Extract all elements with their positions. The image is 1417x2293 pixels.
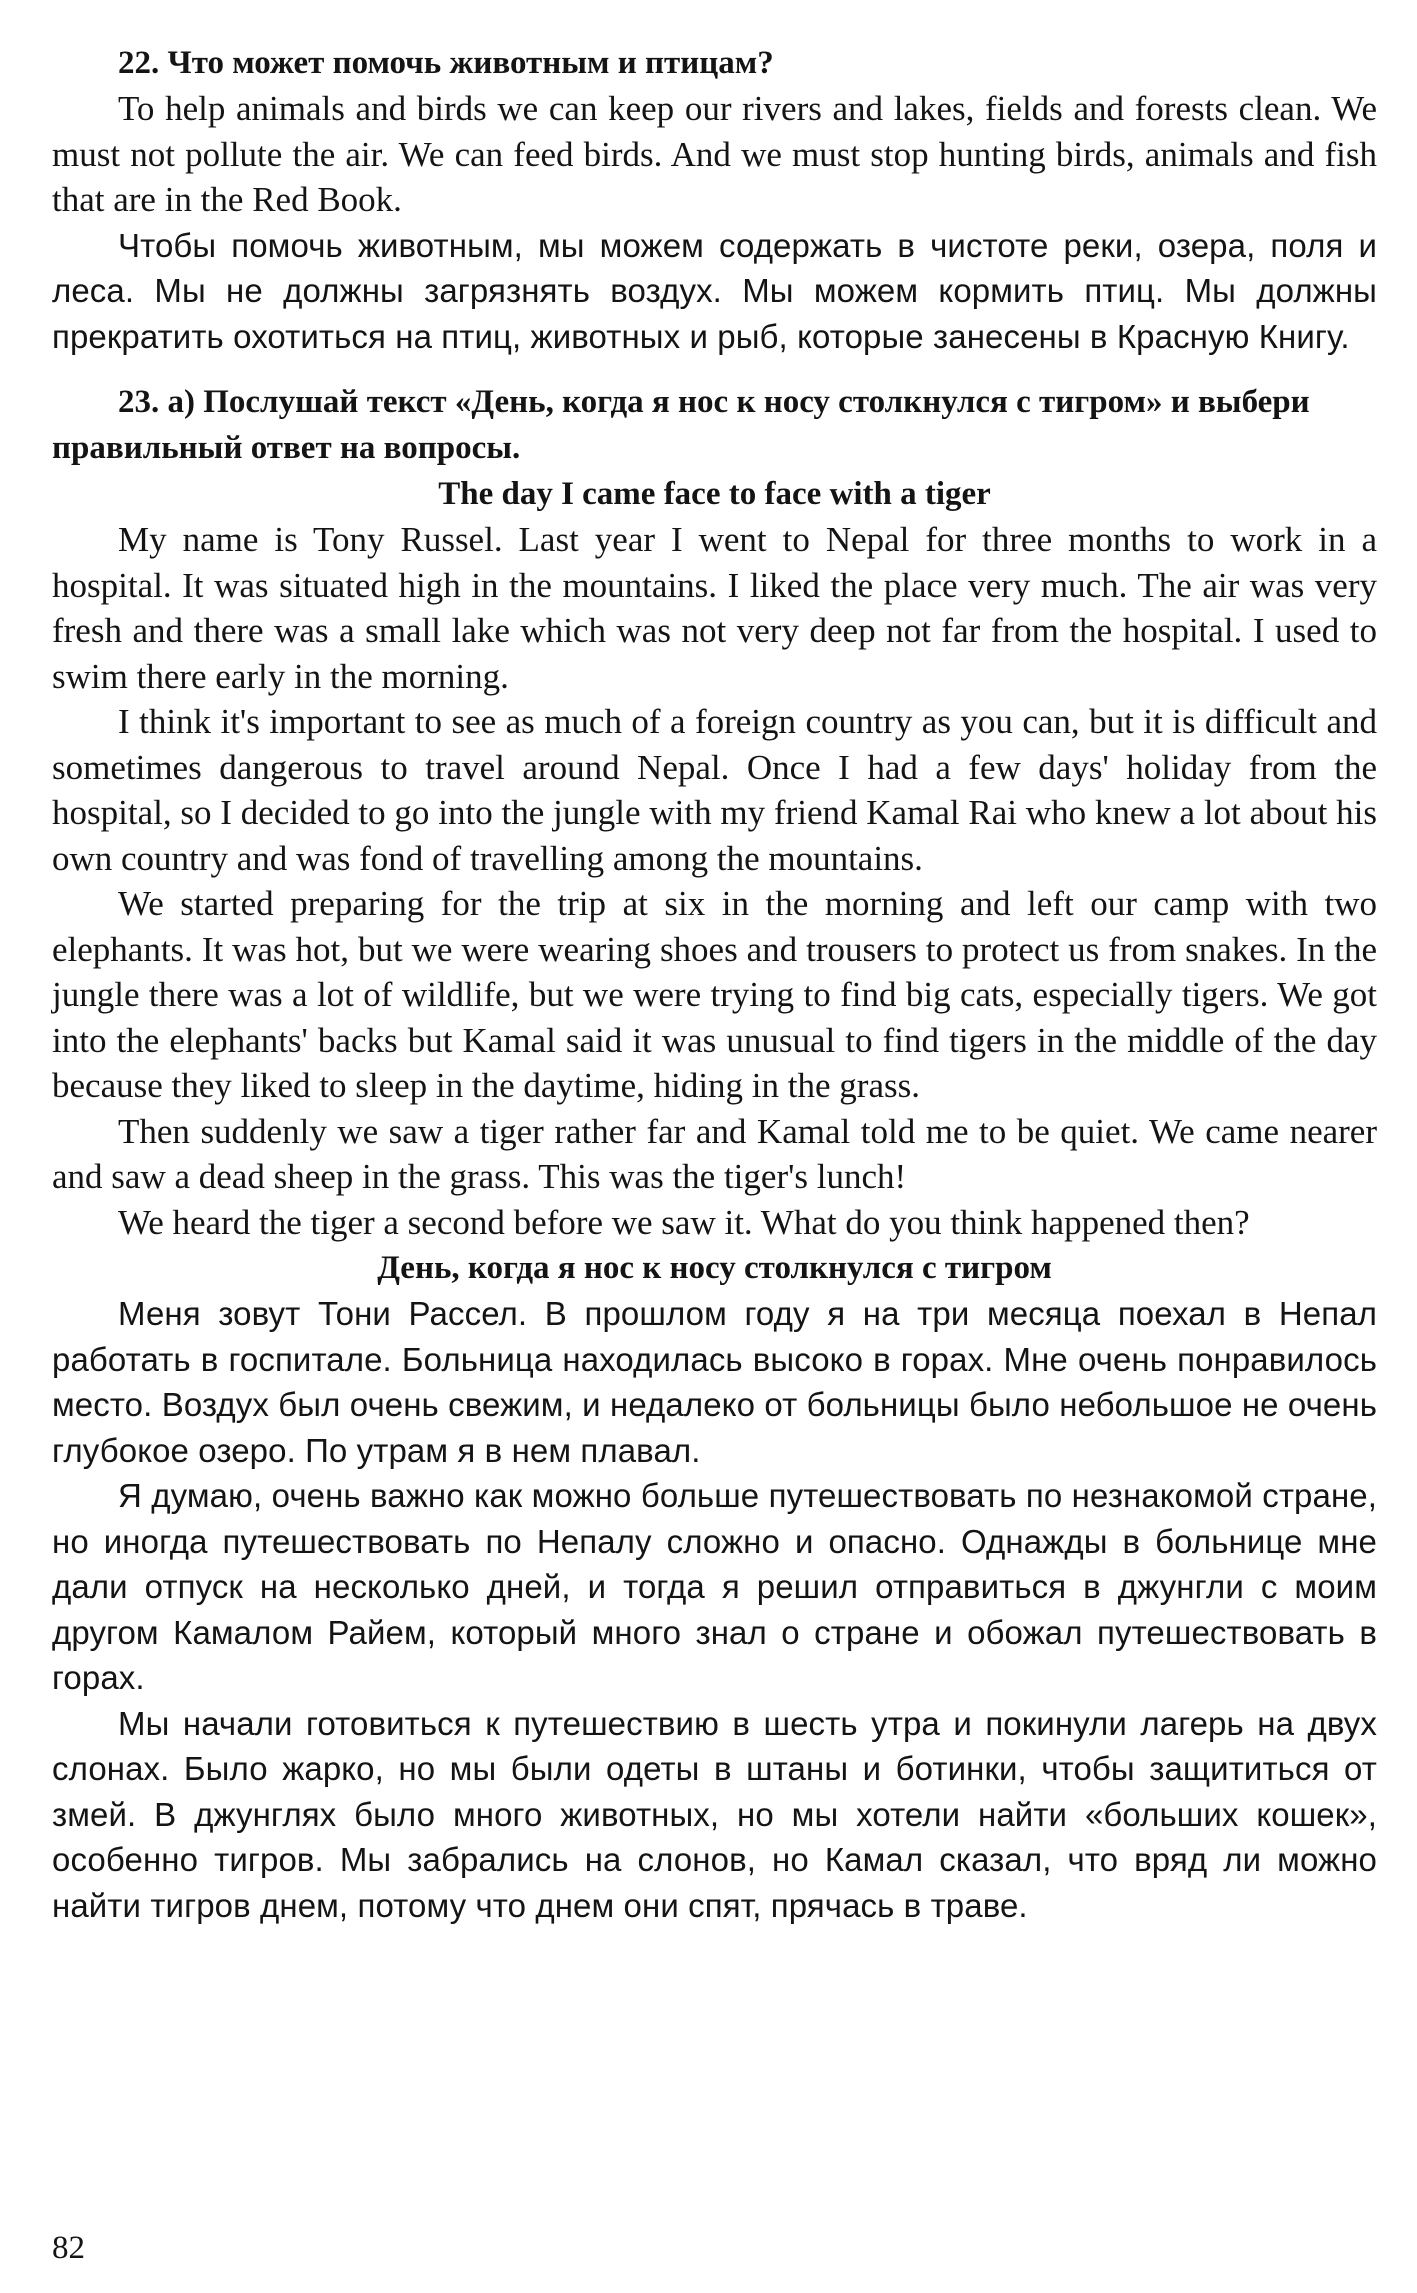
english-paragraph: We heard the tiger a second before we saw it. What do you think happened then? xyxy=(118,1202,1250,1242)
english-paragraph: Then suddenly we saw a tiger rather far and Kamal told me to be quiet. We came nearer and saw a dead sheep in the grass. This was the tiger's lunch! xyxy=(52,1111,1377,1196)
russian-paragraph: Меня зовут Тони Рассел. В прошлом году я на три месяца поехал в Непал работать в госпитале. Больница находилась высоко в горах. Мне очень понравилось место. Воздух был очень свежим, и недалеко от больницы было небольшое не очень глубокое озеро. По утрам я в нем плавал. xyxy=(52,1295,1377,1469)
english-paragraph: We started preparing for the trip at six in the morning and left our camp with two elephants. It was hot, but we were wearing shoes and trousers to protect us from snakes. In the jungle there was a lot of wildlife, but we were trying to find big cats, especially tigers. We got into the elephants' backs but Kamal said it was unusual to find tigers in the middle of the day because they liked to sleep in the daytime, hiding in the grass. xyxy=(52,884,1377,1105)
english-text-title: The day I came face to face with a tiger xyxy=(438,476,991,512)
english-paragraph: My name is Tony Russel. Last year I went to Nepal for three months to work in a hospital. It was situated high in the mountains. I liked the place very much. The air was very fresh and there was a small lake which was not very deep not far from the hospital. I used to swim there early in the morning. xyxy=(52,520,1377,696)
section-gap xyxy=(52,359,1377,379)
exercise-22-answer-english: To help animals and birds we can keep our rivers and lakes, fields and forests clean. We must not pollute the air. We can feed birds. And we must stop hunting birds, animals and fish that are in the Red Book. xyxy=(52,89,1377,219)
russian-paragraph: Мы начали готовиться к путешествию в шесть утра и покинули лагерь на двух слонах. Было жарко, но мы были одеты в штаны и ботинки, чтобы защититься от змей. В джунглях было много животных, но мы хотели найти «больших кошек», особенно тигров. Мы забрались на слонов, но Камал сказал, что вряд ли можно найти тигров днем, потому что днем они спят, прячась в траве. xyxy=(52,1704,1377,1924)
russian-text-title: День, когда я нос к носу столкнулся с тигром xyxy=(377,1250,1052,1286)
book-page xyxy=(52,40,1377,1928)
exercise-22-answer-russian: Чтобы помочь животным, мы можем содержать в чистоте реки, озера, поля и леса. Мы не должны загрязнять воздух. Мы можем кормить птиц. Мы должны прекратить охотиться на птиц, животных и рыб, которые занесены в Красную Книгу. xyxy=(52,226,1377,355)
russian-paragraph: Я думаю, очень важно как можно больше путешествовать по незнакомой стране, но иногда путешествовать по Непалу сложно и опасно. Однажды в больнице мне дали отпуск на несколько дней, и тогда я решил отправиться в джунгли с моим другом Камалом Райем, который много знал о стране и обожал путешествовать в горах. xyxy=(52,1477,1377,1696)
english-paragraph: I think it's important to see as much of a foreign country as you can, but it is difficult and sometimes dangerous to travel around Nepal. Once I had a few days' holiday from the hospital, so I decided to go into the jungle with my friend Kamal Rai who knew a lot about his own country and was fond of travelling among the mountains. xyxy=(52,702,1377,878)
page-number: 82 xyxy=(52,2230,85,2266)
exercise-22-heading: 22. Что может помочь животным и птицам? xyxy=(118,45,774,81)
exercise-23-heading: 23. а) Послушай текст «День, когда я нос к носу столкнулся с тигром» и выбери правильный ответ на вопросы. xyxy=(52,384,1310,466)
